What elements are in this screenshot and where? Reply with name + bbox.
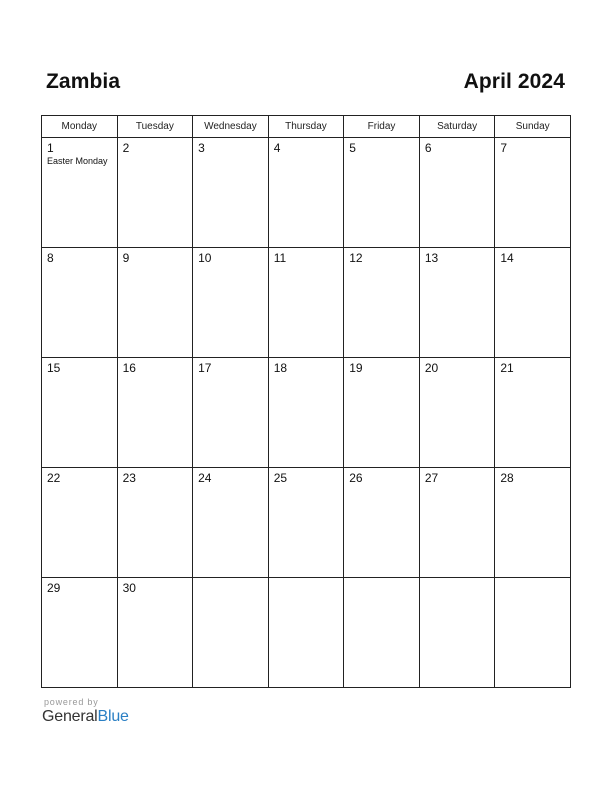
week-row-1 [42, 138, 571, 248]
weekday-sunday: Sunday [495, 116, 571, 138]
day-number: 16 [122, 361, 136, 375]
day-cell [344, 468, 420, 578]
day-number: 14 [500, 251, 514, 265]
weekday-header-row [42, 116, 571, 138]
day-number: 19 [349, 361, 363, 375]
weekday-monday: Monday [42, 116, 118, 138]
day-number: 12 [349, 251, 363, 265]
day-number: 9 [122, 251, 130, 265]
day-cell [268, 358, 344, 468]
holiday-label: Easter Monday [47, 156, 108, 166]
week-row-2 [42, 248, 571, 358]
day-number: 5 [349, 141, 356, 155]
logo-text-blue: Blue [97, 708, 129, 725]
day-number: 26 [349, 471, 363, 485]
day-number: 25 [273, 471, 288, 485]
day-cell-empty [344, 578, 420, 688]
day-number: 2 [122, 141, 130, 155]
day-number: 21 [500, 361, 514, 375]
day-cell [495, 248, 571, 358]
day-cell [268, 138, 344, 248]
day-cell [419, 138, 495, 248]
week-row-3 [42, 358, 571, 468]
day-number: 17 [198, 361, 212, 375]
day-cell [42, 248, 118, 358]
day-cell [117, 358, 193, 468]
day-cell-empty [193, 578, 269, 688]
footer-branding [42, 697, 129, 726]
day-cell [193, 138, 269, 248]
day-cell [268, 248, 344, 358]
week-row-5 [42, 578, 571, 688]
weekday-thursday: Thursday [268, 116, 344, 138]
day-cell [42, 138, 118, 248]
day-number: 30 [122, 581, 136, 595]
day-cell [42, 578, 118, 688]
weekday-saturday: Saturday [419, 116, 495, 138]
day-number: 15 [47, 361, 61, 375]
day-number: 22 [47, 471, 61, 485]
day-cell [419, 248, 495, 358]
day-number: 24 [198, 471, 212, 485]
calendar-grid [41, 115, 571, 688]
day-cell [419, 358, 495, 468]
day-cell [42, 468, 118, 578]
day-number: 1 [47, 141, 54, 155]
logo-text-general: General [42, 708, 98, 725]
week-row-4 [42, 468, 571, 578]
day-number: 8 [47, 251, 54, 265]
day-number: 13 [424, 251, 439, 265]
day-number: 27 [424, 471, 439, 485]
day-cell [42, 358, 118, 468]
day-number: 28 [500, 471, 514, 485]
day-number: 18 [273, 361, 288, 375]
day-cell [344, 358, 420, 468]
day-cell [117, 578, 193, 688]
day-cell [193, 248, 269, 358]
day-cell [268, 468, 344, 578]
day-cell [117, 248, 193, 358]
day-cell [495, 468, 571, 578]
day-cell [344, 248, 420, 358]
day-cell [419, 468, 495, 578]
day-number: 10 [198, 251, 212, 265]
day-cell [495, 358, 571, 468]
month-year-title: April 2024 [463, 70, 565, 93]
day-cell [193, 468, 269, 578]
day-cell [117, 468, 193, 578]
day-number: 6 [424, 141, 432, 155]
day-cell-empty [268, 578, 344, 688]
day-cell [193, 358, 269, 468]
day-cell [344, 138, 420, 248]
day-number: 3 [198, 141, 205, 155]
day-number: 23 [122, 471, 136, 485]
powered-by-label: powered by [44, 697, 99, 707]
day-number: 7 [500, 141, 508, 155]
day-cell [495, 138, 571, 248]
weekday-friday: Friday [344, 116, 420, 138]
day-number: 20 [424, 361, 439, 375]
country-title: Zambia [46, 70, 121, 93]
day-cell [117, 138, 193, 248]
day-cell-empty [419, 578, 495, 688]
weekday-wednesday: Wednesday [193, 116, 269, 138]
day-number: 29 [47, 581, 61, 595]
day-number: 11 [273, 251, 287, 265]
day-number: 4 [273, 141, 281, 155]
weekday-tuesday: Tuesday [117, 116, 193, 138]
generalblue-logo[interactable] [42, 708, 129, 726]
day-cell-empty [495, 578, 571, 688]
